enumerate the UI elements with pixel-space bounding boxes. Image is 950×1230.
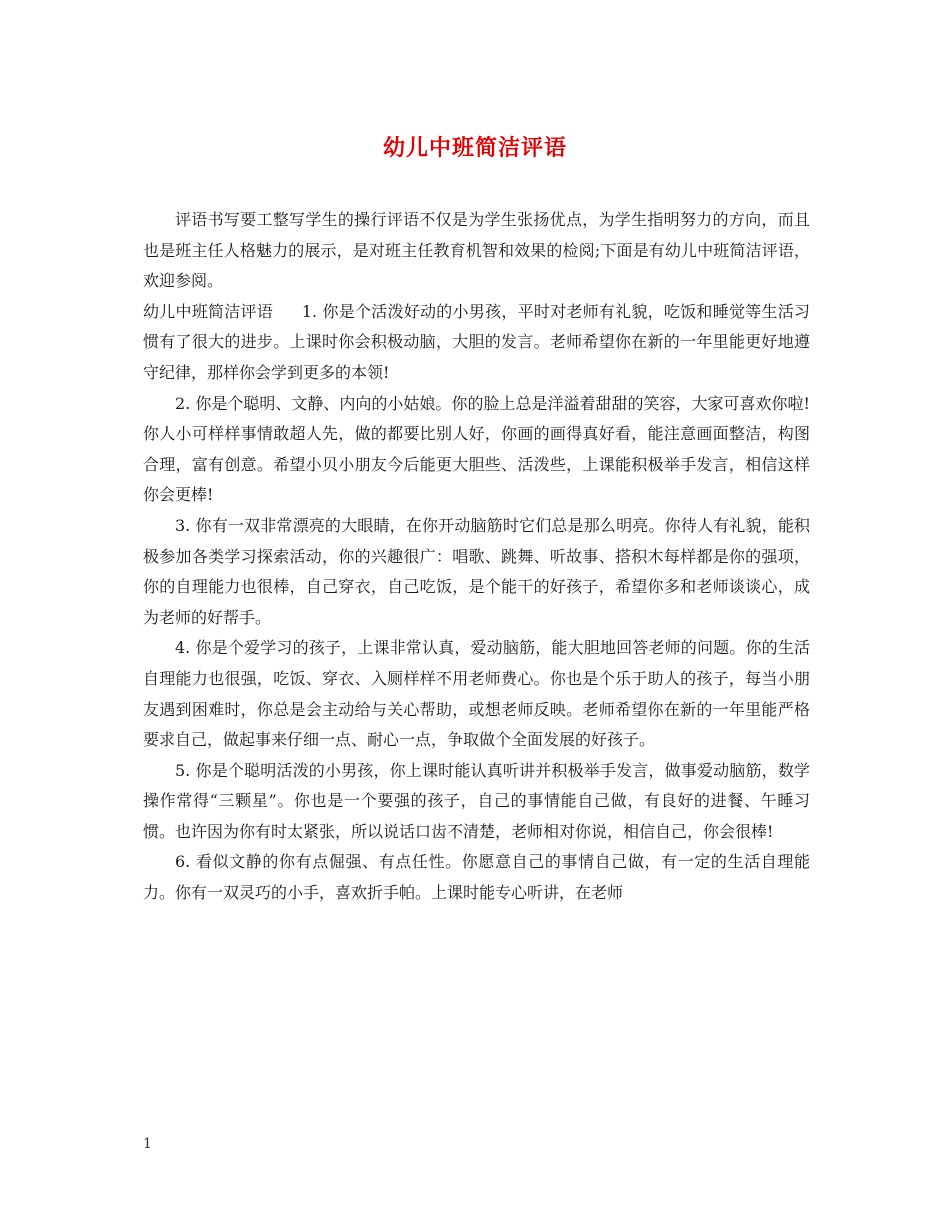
list-item: 5. 你是个聪明活泼的小男孩，你上课时能认真听讲并积极举手发言，做事爱动脑筋，数学操作常得“三颗星”。你也是一个要强的孩子，自己的事情能自己做，有良好的进餐、午睡习惯。也许因为你有时太紧张，所以说话口齿不清楚，老师相对你说，相信自己，你会很棒! [143,760,810,841]
intro-paragraph: 评语书写要工整写学生的操行评语不仅是为学生张扬优点，为学生指明努力的方向，而且也是班主任人格魅力的展示，是对班主任教育机智和效果的检阅;下面是有幼儿中班简洁评语，欢迎参阅。 [143,210,810,291]
list-item [143,297,810,389]
list-item: 4. 你是个爱学习的孩子，上课非常认真，爱动脑筋，能大胆地回答老师的问题。你的生活自理能力也很强，吃饭、穿衣、入厕样样不用老师费心。你也是个乐于助人的孩子，每当小朋友遇到困难时，你总是会主动给与关心帮助，或想老师反映。老师希望你在新的一年里能严格要求自己，做起事来仔细一点、耐心一点，争取做个全面发展的好孩子。 [143,638,810,750]
document-body [143,205,810,909]
list-item: 3. 你有一双非常漂亮的大眼睛，在你开动脑筋时它们总是那么明亮。你待人有礼貌，能积极参加各类学习探索活动，你的兴趣很广：唱歌、跳舞、听故事、搭积木每样都是你的强项，你的自理能力也很棒，自己穿衣，自己吃饭，是个能干的好孩子，希望你多和老师谈谈心，成为老师的好帮手。 [143,515,810,627]
list-item-text: 1. 你是个活泼好动的小男孩，平时对老师有礼貌，吃饭和睡觉等生活习惯有了很大的进步。上课时你会积极动脑，大胆的发言。老师希望你在新的一年里能更好地遵守纪律，那样你会学到更多的本领! [143,301,810,382]
list-item: 6. 看似文静的你有点倔强、有点任性。你愿意自己的事情自己做，有一定的生活自理能力。你有一双灵巧的小手，喜欢折手帕。上课时能专心听讲，在老师 [143,852,810,903]
page-title: 幼儿中班简洁评语 [382,135,567,161]
section-heading: 幼儿中班简洁评语 [143,301,274,321]
page-number: 1 [143,1136,152,1152]
list-item: 2. 你是个聪明、文静、内向的小姑娘。你的脸上总是洋溢着甜甜的笑容，大家可喜欢你啦!你人小可样样事情敢超人先，做的都要比别人好，你画的画得真好看，能注意画面整洁，构图合理，富有创意。希望小贝小朋友今后能更大胆些、活泼些，上课能积极举手发言，相信这样你会更棒! [143,393,810,505]
